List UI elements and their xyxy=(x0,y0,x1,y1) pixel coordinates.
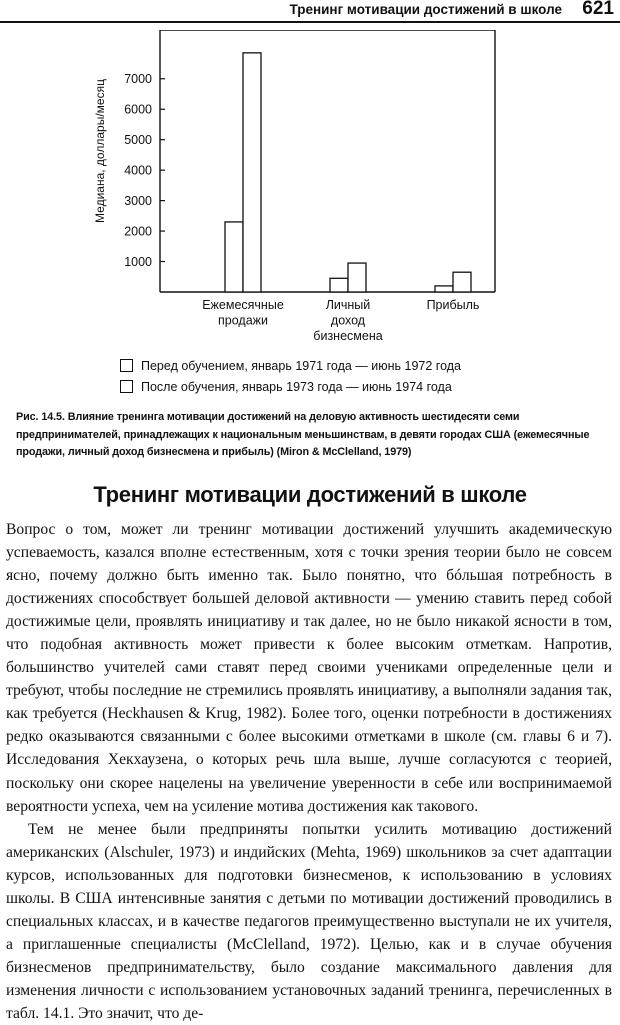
body-text xyxy=(6,518,612,1025)
legend-swatch-after xyxy=(120,380,133,393)
chart-legend xyxy=(120,355,461,397)
y-tick-label: 2000 xyxy=(124,224,152,239)
bar-after xyxy=(243,53,261,292)
figure-label: Рис. 14.5. xyxy=(16,411,65,423)
bar-after xyxy=(348,263,366,292)
paragraph-1: Вопрос о том, может ли тренинг мотивации достижений улучшить академическую успеваемость, казался вполне естественным, хотя с точки зрения теории было не совсем ясно, почему должно быть именно так. Было понятно, что бóльшая потребность в достижениях способствует большей деловой активности — умению ставить перед собой достижимые цели, проявлять инициативу и так далее, но не было никакой ясности в том, что подобная активность может привести к более высоким отметкам. Напротив, большинство учителей сами ставят перед своими учениками определенные цели и требуют, чтобы последние не стремились проявлять инициативу, а выполняли задания так, как требуется (Heckhausen & Krug, 1982). Более того, оценки потребности в достижениях редко оказываются связанными с более высокими отметками в школе (см. главы 6 и 7). Исследования Хекхаузена, о которых речь шла выше, лучше согласуются с теорией, поскольку они скорее нацелены на увеличение уверенности в себе или воспринимаемой вероятности успеха, чем на усиление мотива достижения как такового. xyxy=(6,521,612,815)
category-label: продажи xyxy=(218,313,268,328)
y-tick-label: 1000 xyxy=(124,255,152,270)
running-head-rule xyxy=(0,21,620,23)
category-label: Личный xyxy=(325,298,371,312)
running-head xyxy=(0,0,620,24)
bar-chart xyxy=(80,30,500,350)
page-number: 621 xyxy=(582,0,614,19)
y-tick-label: 7000 xyxy=(124,72,152,87)
running-head-title: Тренинг мотивации достижений в школе xyxy=(289,2,562,17)
y-tick-label: 5000 xyxy=(124,133,152,148)
bar-before xyxy=(330,278,348,292)
category-label: Ежемесячные xyxy=(202,298,284,312)
legend-swatch-before xyxy=(120,359,133,372)
legend-label-after: После обучения, январь 1973 года — июнь 1974 года xyxy=(141,379,452,394)
category-label: доход xyxy=(330,313,366,328)
figure-caption-text: Влияние тренинга мотивации достижений на деловую активность шестидесяти семи предпринимателей, принадлежащих к национальным меньшинствам, в девяти городах США (ежемесячные продажи, личный доход бизнесмена и прибыль) (Miron & McClelland, 1979) xyxy=(16,411,590,458)
category-label: бизнесмена xyxy=(313,329,383,343)
y-tick-label: 6000 xyxy=(124,102,152,117)
y-tick-label: 3000 xyxy=(124,194,152,209)
paragraph-2: Тем не менее были предприняты попытки усилить мотивацию достижений американских (Alschuler, 1973) и индийских (Mehta, 1969) школьников за счет адаптации курсов, использованных для подготовки бизнесменов, к использованию в условиях школы. В США интенсивные занятия с детьми по мотивации достижений проводились в специальных классах, и в качестве педагогов преимущественно выступали не их учителя, а приглашенные специалисты (McClelland, 1972). Целью, как и в случае обучения бизнесменов предпринимательству, было создание максимального давления для изменения личности с использованием установочных заданий тренинга, перечисленных в табл. 14.1. Это значит, что де- xyxy=(6,820,612,1022)
legend-item-before xyxy=(120,355,461,376)
category-label: Прибыль xyxy=(426,298,480,312)
bar-before xyxy=(435,286,453,292)
y-axis-label: Медиана, доллары/месяц xyxy=(93,79,107,223)
figure-caption xyxy=(16,409,596,462)
legend-label-before: Перед обучением, январь 1971 года — июнь 1972 года xyxy=(141,358,461,373)
bar-after xyxy=(453,272,471,292)
bar-before xyxy=(225,222,243,292)
section-heading: Тренинг мотивации достижений в школе xyxy=(93,482,527,507)
legend-item-after xyxy=(120,376,461,397)
y-tick-label: 4000 xyxy=(124,163,152,178)
